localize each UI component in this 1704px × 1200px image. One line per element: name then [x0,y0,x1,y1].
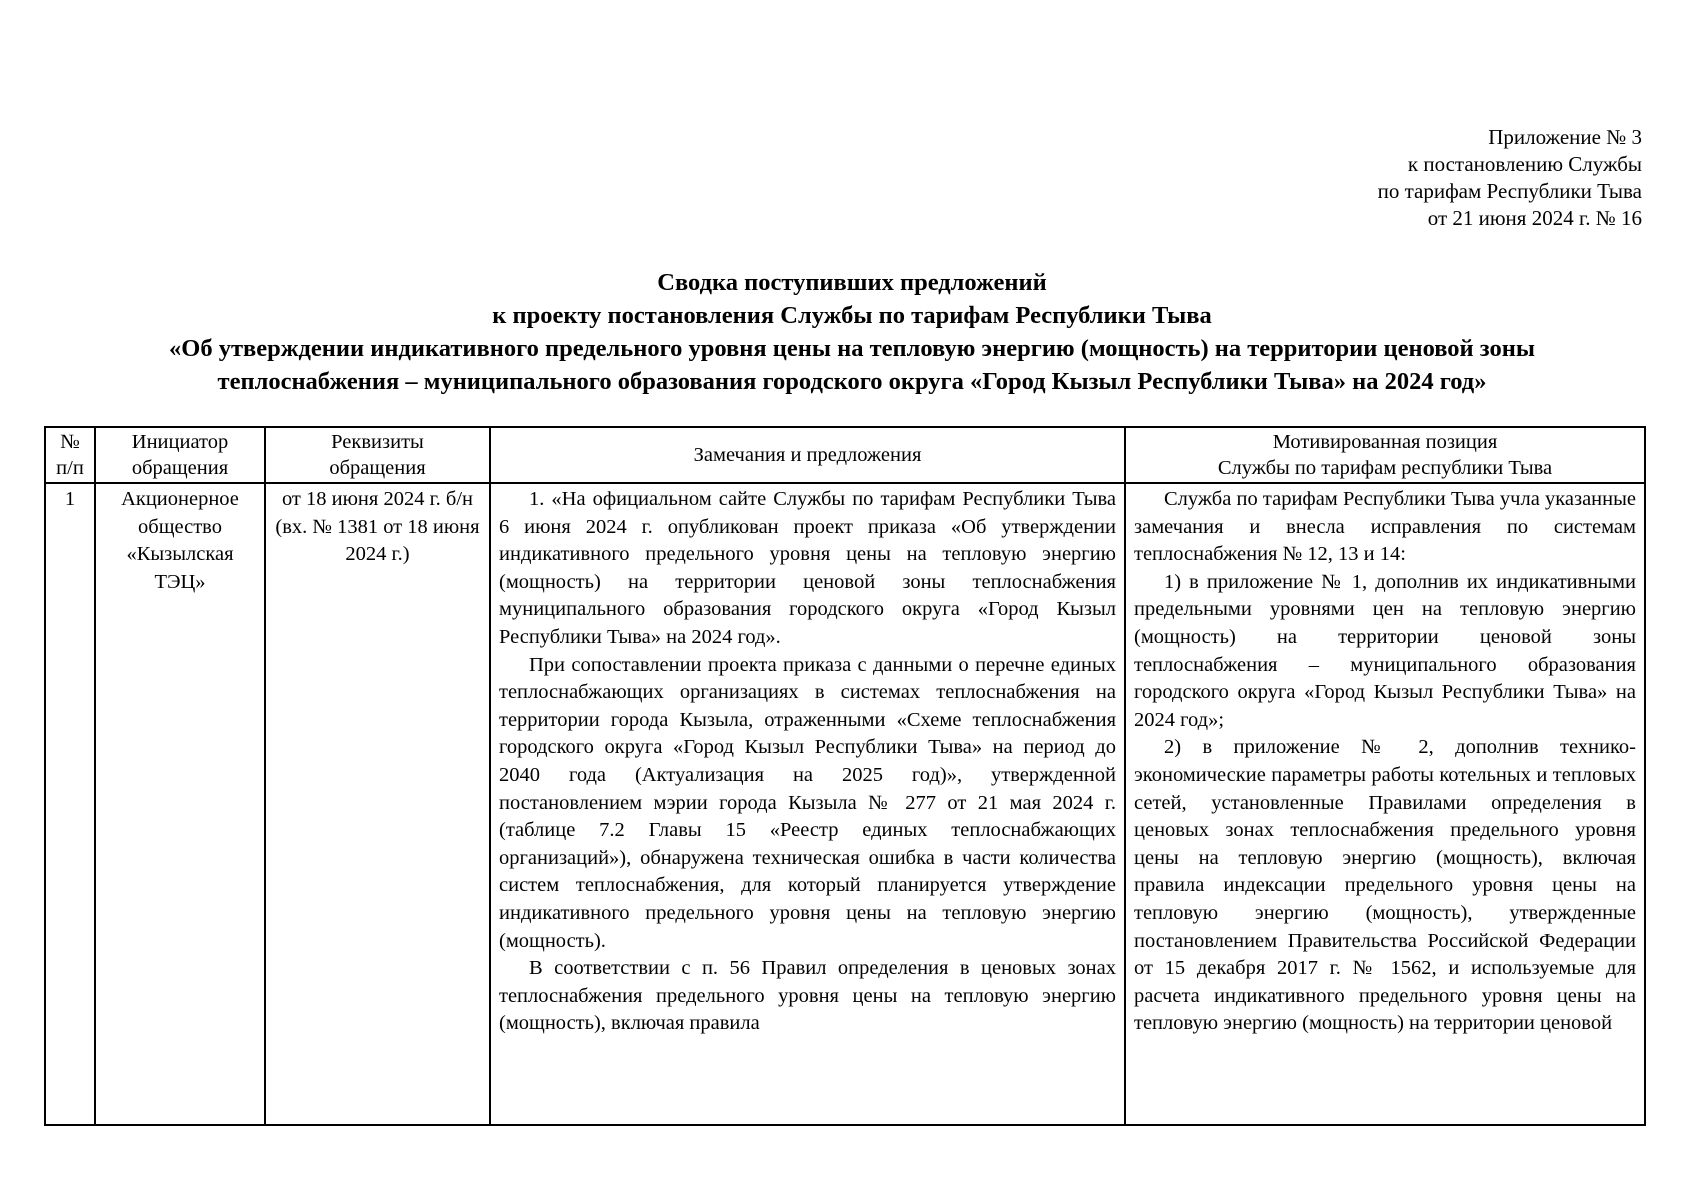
remarks-paragraph: В соответствии с п. 56 Правил определения в ценовых зонах теплоснабжения предельного уровня цены на тепловую энергию (мощность), включая правила [499,957,1116,1035]
table-row [45,483,1645,1125]
document-title [30,266,1674,398]
title-line: к проекту постановления Службы по тарифам Республики Тыва [492,302,1212,329]
title-line: «Об утверждении индикативного предельного уровня цены на тепловую энергию (мощность) на территории ценовой зоны [169,335,1535,362]
header-initiator: Инициатор обращения [95,427,265,483]
appendix-line: Приложение № 3 [1488,125,1642,149]
table-header-row [45,427,1645,483]
proposals-table [44,426,1646,1126]
appendix-line: от 21 июня 2024 г. № 16 [1427,206,1642,230]
title-line: теплоснабжения – муниципального образования городского округа «Город Кызыл Республики Тыва» на 2024 год» [217,368,1487,395]
cell-requisites: от 18 июня 2024 г. б/н (вх. № 1381 от 18 июня 2024 г.) [265,483,490,1125]
title-line: Сводка поступивших предложений [657,269,1047,296]
cell-position [1125,483,1645,1125]
cell-num: 1 [45,483,95,1125]
remarks-paragraph: При сопоставлении проекта приказа с данными о перечне единых теплоснабжающих организациях в системах теплоснабжения на территории города Кызыла, отраженными «Схеме теплоснабжения городского округа «Город Кызыл Республики Тыва» на период до 2040 года (Актуализация на 2025 год)», утвержденной постановлением мэрии города Кызыла № 277 от 21 мая 2024 г. (таблице 7.2 Главы 15 «Реестр единых теплоснабжающих организаций»), обнаружена техническая ошибка в части количества систем теплоснабжения, для который планируется утверждение индикативного предельного уровня цены на тепловую энергию (мощность). [499,653,1116,952]
appendix-header [1378,124,1642,232]
remarks-paragraph: 1. «На официальном сайте Службы по тарифам Республики Тыва 6 июня 2024 г. опубликован проект приказа «Об утверждении индикативного предельного уровня цены на тепловую энергию (мощность) на территории ценовой зоны теплоснабжения муниципального образования городского округа «Город Кызыл Республики Тыва» на 2024 год». [499,488,1116,648]
header-num: № п/п [45,427,95,483]
appendix-line: по тарифам Республики Тыва [1377,179,1642,203]
position-paragraph: 2) в приложение № 2, дополнив технико-экономические параметры работы котельных и тепловых сетей, установленные Правилами определения в ценовых зонах теплоснабжения предельного уровня цены на тепловую энергию (мощность), включая правила индексации предельного уровня цены на тепловую энергию (мощность), утвержденные постановлением Правительства Российской Федерации от 15 декабря 2017 г. № 1562, и используемые для расчета индикативного предельного уровня цены на тепловую энергию (мощность) на территории ценовой [1134,736,1636,1035]
header-requisites: Реквизиты обращения [265,427,490,483]
position-paragraph: Служба по тарифам Республики Тыва учла указанные замечания и внесла исправления по системам теплоснабжения № 12, 13 и 14: [1134,488,1636,566]
cell-remarks [490,483,1125,1125]
appendix-line: к постановлению Службы [1407,152,1642,176]
header-remarks: Замечания и предложения [490,427,1125,483]
header-position: Мотивированная позиция Службы по тарифам республики Тыва [1125,427,1645,483]
position-paragraph: 1) в приложение № 1, дополнив их индикативными предельными уровнями цен на тепловую энергию (мощность) на территории ценовой зоны теплоснабжения – муниципального образования городского округа «Город Кызыл Республики Тыва» на 2024 год»; [1134,570,1636,731]
cell-initiator: Акционерное общество «Кызылская ТЭЦ» [95,483,265,1125]
